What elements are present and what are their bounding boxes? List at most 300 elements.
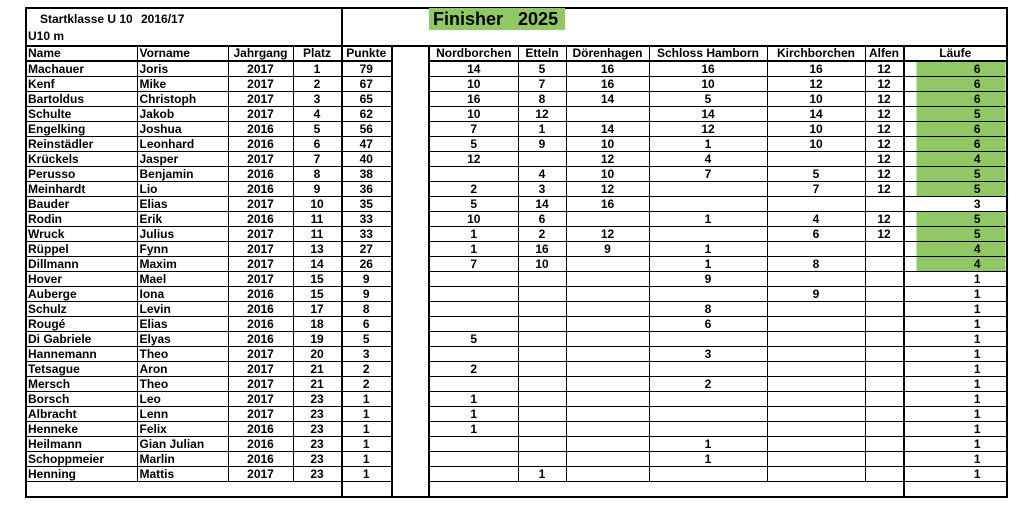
cell-doerenhagen [566,422,649,437]
cell-alfen: 12 [865,227,903,242]
cell-kirchborchen [767,377,865,392]
cell-jahrgang: 2017 [228,467,293,482]
cell-name: Reinstädler [26,137,137,152]
cell-platz: 23 [293,467,341,482]
cell-schloss-hamborn: 10 [649,77,767,92]
cell-vorname: Lio [137,182,228,197]
finisher-table [430,46,1007,482]
cell-alfen: 12 [865,212,903,227]
table-row [26,212,391,227]
cell-jahrgang: 2017 [228,77,293,92]
cell-etteln: 4 [518,167,566,182]
finisher-title [433,8,558,30]
table-row [430,167,1007,182]
cell-laeufe: 4 [903,152,1007,167]
cell-doerenhagen [566,467,649,482]
cell-jahrgang: 2016 [228,212,293,227]
cell-vorname: Leonhard [137,137,228,152]
cell-schloss-hamborn [649,407,767,422]
cell-alfen [865,452,903,467]
table-row [430,152,1007,167]
table-row [26,77,391,92]
cell-doerenhagen: 12 [566,182,649,197]
table-row [26,122,391,137]
cell-nordborchen: 1 [430,227,518,242]
table-row [26,92,391,107]
cell-punkte: 47 [341,137,391,152]
cell-nordborchen: 10 [430,212,518,227]
cell-punkte: 1 [341,437,391,452]
cell-name: Bartoldus [26,92,137,107]
table-row [26,302,391,317]
cell-vorname: Theo [137,347,228,362]
ranking-table [26,46,391,482]
cell-punkte: 2 [341,362,391,377]
cell-name: Albracht [26,407,137,422]
table-row [26,242,391,257]
cell-vorname: Elias [137,317,228,332]
cell-doerenhagen: 16 [566,61,649,77]
cell-etteln: 6 [518,212,566,227]
class-label: Startklasse U 10 [40,12,133,26]
cell-alfen: 12 [865,167,903,182]
cell-doerenhagen [566,302,649,317]
cell-platz: 20 [293,347,341,362]
table-row [430,467,1007,482]
cell-vorname: Mike [137,77,228,92]
cell-vorname: Joshua [137,122,228,137]
header-etteln: Etteln [518,46,566,61]
cell-platz: 11 [293,212,341,227]
cell-nordborchen [430,167,518,182]
cell-nordborchen: 10 [430,107,518,122]
cell-name: Kenf [26,77,137,92]
header-doerenhagen: Dörenhagen [566,46,649,61]
cell-doerenhagen: 14 [566,122,649,137]
table-row [430,212,1007,227]
cell-jahrgang: 2017 [228,362,293,377]
cell-name: Schoppmeier [26,452,137,467]
header-name: Name [26,46,137,61]
header-jahrgang: Jahrgang [228,46,293,61]
cell-name: Engelking [26,122,137,137]
cell-punkte: 62 [341,107,391,122]
table-row [430,392,1007,407]
cell-platz: 23 [293,422,341,437]
cell-punkte: 79 [341,61,391,77]
cell-doerenhagen [566,407,649,422]
cell-jahrgang: 2017 [228,347,293,362]
cell-platz: 14 [293,257,341,272]
cell-platz: 5 [293,122,341,137]
cell-laeufe: 1 [903,452,1007,467]
finisher-header-row [430,46,1007,61]
table-row [26,362,391,377]
cell-punkte: 35 [341,197,391,212]
cell-laeufe: 1 [903,407,1007,422]
table-row [26,467,391,482]
cell-kirchborchen: 6 [767,227,865,242]
cell-kirchborchen: 10 [767,92,865,107]
header-kirchborchen: Kirchborchen [767,46,865,61]
cell-name: Henneke [26,422,137,437]
cell-name: Henning [26,467,137,482]
table-row [26,197,391,212]
cell-punkte: 67 [341,77,391,92]
cell-vorname: Joris [137,61,228,77]
cell-laeufe: 1 [903,272,1007,287]
cell-platz: 9 [293,182,341,197]
cell-etteln [518,347,566,362]
cell-nordborchen [430,467,518,482]
cell-vorname: Mattis [137,467,228,482]
cell-vorname: Gian Julian [137,437,228,452]
table-row [26,347,391,362]
cell-name: Wruck [26,227,137,242]
cell-nordborchen: 2 [430,362,518,377]
cell-laeufe: 5 [903,182,1007,197]
table-row [430,137,1007,152]
table-row [430,107,1007,122]
cell-alfen: 12 [865,122,903,137]
cell-nordborchen [430,377,518,392]
cell-vorname: Elias [137,197,228,212]
cell-jahrgang: 2017 [228,227,293,242]
cell-doerenhagen [566,272,649,287]
cell-schloss-hamborn [649,422,767,437]
table-row [430,61,1007,77]
cell-laeufe: 5 [903,107,1007,122]
cell-nordborchen: 12 [430,152,518,167]
cell-doerenhagen [566,107,649,122]
cell-name: Schulz [26,302,137,317]
header-nordborchen: Nordborchen [430,46,518,61]
cell-punkte: 38 [341,167,391,182]
cell-laeufe: 1 [903,317,1007,332]
cell-vorname: Marlin [137,452,228,467]
cell-punkte: 1 [341,467,391,482]
cell-punkte: 36 [341,182,391,197]
cell-etteln [518,422,566,437]
cell-kirchborchen [767,197,865,212]
cell-alfen [865,317,903,332]
cell-kirchborchen: 10 [767,137,865,152]
cell-punkte: 26 [341,257,391,272]
cell-laeufe: 4 [903,257,1007,272]
table-row [430,452,1007,467]
table-row [430,407,1007,422]
cell-jahrgang: 2017 [228,407,293,422]
group-label: U10 m [28,29,65,43]
cell-jahrgang: 2016 [228,422,293,437]
cell-laeufe: 6 [903,92,1007,107]
cell-punkte: 1 [341,452,391,467]
header-schloss-hamborn: Schloss Hamborn [649,46,767,61]
cell-jahrgang: 2016 [228,317,293,332]
cell-platz: 23 [293,452,341,467]
cell-nordborchen: 2 [430,182,518,197]
cell-name: Tetsague [26,362,137,377]
cell-doerenhagen [566,377,649,392]
cell-laeufe: 6 [903,77,1007,92]
cell-platz: 1 [293,61,341,77]
table-row [26,272,391,287]
cell-vorname: Jasper [137,152,228,167]
cell-platz: 21 [293,377,341,392]
cell-punkte: 33 [341,212,391,227]
cell-nordborchen [430,452,518,467]
cell-laeufe: 1 [903,347,1007,362]
cell-alfen [865,392,903,407]
cell-etteln: 2 [518,227,566,242]
class-years: 2016/17 [141,12,185,26]
header-laeufe: Läufe [903,46,1007,61]
header-alfen: Alfen [865,46,903,61]
cell-schloss-hamborn [649,182,767,197]
cell-name: Auberge [26,287,137,302]
cell-schloss-hamborn [649,287,767,302]
cell-alfen [865,347,903,362]
cell-punkte: 5 [341,332,391,347]
cell-laeufe: 1 [903,287,1007,302]
cell-nordborchen: 7 [430,257,518,272]
cell-vorname: Fynn [137,242,228,257]
cell-punkte: 2 [341,377,391,392]
cell-jahrgang: 2017 [228,197,293,212]
cell-kirchborchen [767,467,865,482]
cell-platz: 21 [293,362,341,377]
finisher-year: 2025 [518,9,559,29]
cell-kirchborchen [767,422,865,437]
cell-etteln: 7 [518,77,566,92]
cell-laeufe: 1 [903,377,1007,392]
cell-platz: 8 [293,167,341,182]
cell-vorname: Theo [137,377,228,392]
cell-etteln [518,392,566,407]
cell-platz: 11 [293,227,341,242]
table-row [430,92,1007,107]
cell-jahrgang: 2016 [228,437,293,452]
cell-etteln [518,302,566,317]
table-row [430,122,1007,137]
cell-nordborchen [430,437,518,452]
cell-nordborchen: 10 [430,77,518,92]
cell-jahrgang: 2017 [228,107,293,122]
cell-schloss-hamborn [649,467,767,482]
cell-kirchborchen: 7 [767,182,865,197]
cell-punkte: 9 [341,272,391,287]
cell-jahrgang: 2017 [228,377,293,392]
table-row [26,137,391,152]
cell-jahrgang: 2016 [228,182,293,197]
cell-alfen [865,467,903,482]
cell-jahrgang: 2016 [228,302,293,317]
cell-etteln: 16 [518,242,566,257]
header-punkte: Punkte [341,46,391,61]
cell-jahrgang: 2017 [228,257,293,272]
cell-schloss-hamborn [649,332,767,347]
cell-alfen [865,362,903,377]
cell-punkte: 40 [341,152,391,167]
cell-alfen [865,242,903,257]
cell-doerenhagen [566,317,649,332]
cell-schloss-hamborn: 3 [649,347,767,362]
cell-etteln: 10 [518,257,566,272]
cell-kirchborchen: 4 [767,212,865,227]
cell-vorname: Erik [137,212,228,227]
cell-vorname: Elyas [137,332,228,347]
cell-doerenhagen [566,212,649,227]
cell-laeufe: 6 [903,61,1007,77]
cell-etteln [518,332,566,347]
cell-kirchborchen: 9 [767,287,865,302]
cell-kirchborchen: 5 [767,167,865,182]
cell-vorname: Christoph [137,92,228,107]
cell-platz: 15 [293,272,341,287]
cell-jahrgang: 2016 [228,122,293,137]
cell-jahrgang: 2016 [228,137,293,152]
cell-etteln [518,377,566,392]
cell-name: Borsch [26,392,137,407]
cell-punkte: 27 [341,242,391,257]
table-row [26,287,391,302]
cell-etteln [518,437,566,452]
cell-laeufe: 3 [903,197,1007,212]
cell-etteln: 5 [518,61,566,77]
cell-schloss-hamborn: 6 [649,317,767,332]
cell-alfen [865,377,903,392]
cell-name: Di Gabriele [26,332,137,347]
cell-doerenhagen: 16 [566,77,649,92]
cell-etteln [518,317,566,332]
cell-etteln: 14 [518,197,566,212]
cell-nordborchen: 1 [430,242,518,257]
cell-nordborchen: 5 [430,332,518,347]
cell-schloss-hamborn: 8 [649,302,767,317]
table-row [430,377,1007,392]
table-row [26,61,391,77]
cell-kirchborchen [767,452,865,467]
cell-schloss-hamborn: 1 [649,452,767,467]
cell-laeufe: 1 [903,392,1007,407]
table-row [26,422,391,437]
table-row [26,452,391,467]
table-row [26,317,391,332]
cell-alfen: 12 [865,152,903,167]
table-row [430,272,1007,287]
cell-vorname: Lenn [137,407,228,422]
cell-nordborchen: 1 [430,407,518,422]
cell-name: Perusso [26,167,137,182]
cell-doerenhagen [566,362,649,377]
cell-kirchborchen: 12 [767,77,865,92]
cell-laeufe: 1 [903,467,1007,482]
cell-name: Mersch [26,377,137,392]
cell-nordborchen [430,302,518,317]
cell-name: Krückels [26,152,137,167]
cell-vorname: Julius [137,227,228,242]
cell-etteln: 12 [518,107,566,122]
cell-kirchborchen [767,347,865,362]
table-row [430,242,1007,257]
cell-kirchborchen [767,362,865,377]
table-row [430,77,1007,92]
table-row [26,392,391,407]
cell-jahrgang: 2017 [228,152,293,167]
cell-etteln [518,272,566,287]
cell-etteln [518,452,566,467]
table-row [26,257,391,272]
cell-nordborchen: 7 [430,122,518,137]
cell-schloss-hamborn [649,392,767,407]
cell-alfen [865,272,903,287]
cell-jahrgang: 2017 [228,392,293,407]
cell-punkte: 1 [341,407,391,422]
cell-punkte: 3 [341,347,391,362]
cell-alfen [865,407,903,422]
cell-platz: 10 [293,197,341,212]
cell-punkte: 65 [341,92,391,107]
cell-doerenhagen [566,287,649,302]
cell-name: Schulte [26,107,137,122]
cell-alfen [865,287,903,302]
cell-kirchborchen [767,407,865,422]
cell-doerenhagen: 10 [566,137,649,152]
cell-kirchborchen [767,392,865,407]
cell-schloss-hamborn [649,227,767,242]
table-row [26,167,391,182]
cell-schloss-hamborn: 1 [649,257,767,272]
cell-platz: 13 [293,242,341,257]
cell-schloss-hamborn: 12 [649,122,767,137]
table-row [430,317,1007,332]
cell-punkte: 1 [341,422,391,437]
cell-name: Rodin [26,212,137,227]
cell-alfen: 12 [865,61,903,77]
cell-nordborchen: 16 [430,92,518,107]
cell-schloss-hamborn: 2 [649,377,767,392]
table-row [430,227,1007,242]
table-row [430,362,1007,377]
cell-platz: 23 [293,437,341,452]
table-row [26,377,391,392]
table-row [26,437,391,452]
cell-jahrgang: 2017 [228,92,293,107]
cell-jahrgang: 2016 [228,167,293,182]
header-vorname: Vorname [137,46,228,61]
cell-etteln: 1 [518,122,566,137]
table-row [430,332,1007,347]
cell-schloss-hamborn: 5 [649,92,767,107]
cell-alfen [865,332,903,347]
cell-kirchborchen: 8 [767,257,865,272]
cell-name: Hover [26,272,137,287]
cell-platz: 23 [293,407,341,422]
cell-laeufe: 5 [903,167,1007,182]
cell-platz: 3 [293,92,341,107]
cell-doerenhagen [566,347,649,362]
cell-nordborchen: 5 [430,197,518,212]
cell-platz: 7 [293,152,341,167]
cell-laeufe: 6 [903,137,1007,152]
table-row [26,332,391,347]
cell-kirchborchen [767,437,865,452]
cell-alfen [865,302,903,317]
cell-name: Heilmann [26,437,137,452]
cell-vorname: Iona [137,287,228,302]
cell-vorname: Maxim [137,257,228,272]
cell-vorname: Leo [137,392,228,407]
